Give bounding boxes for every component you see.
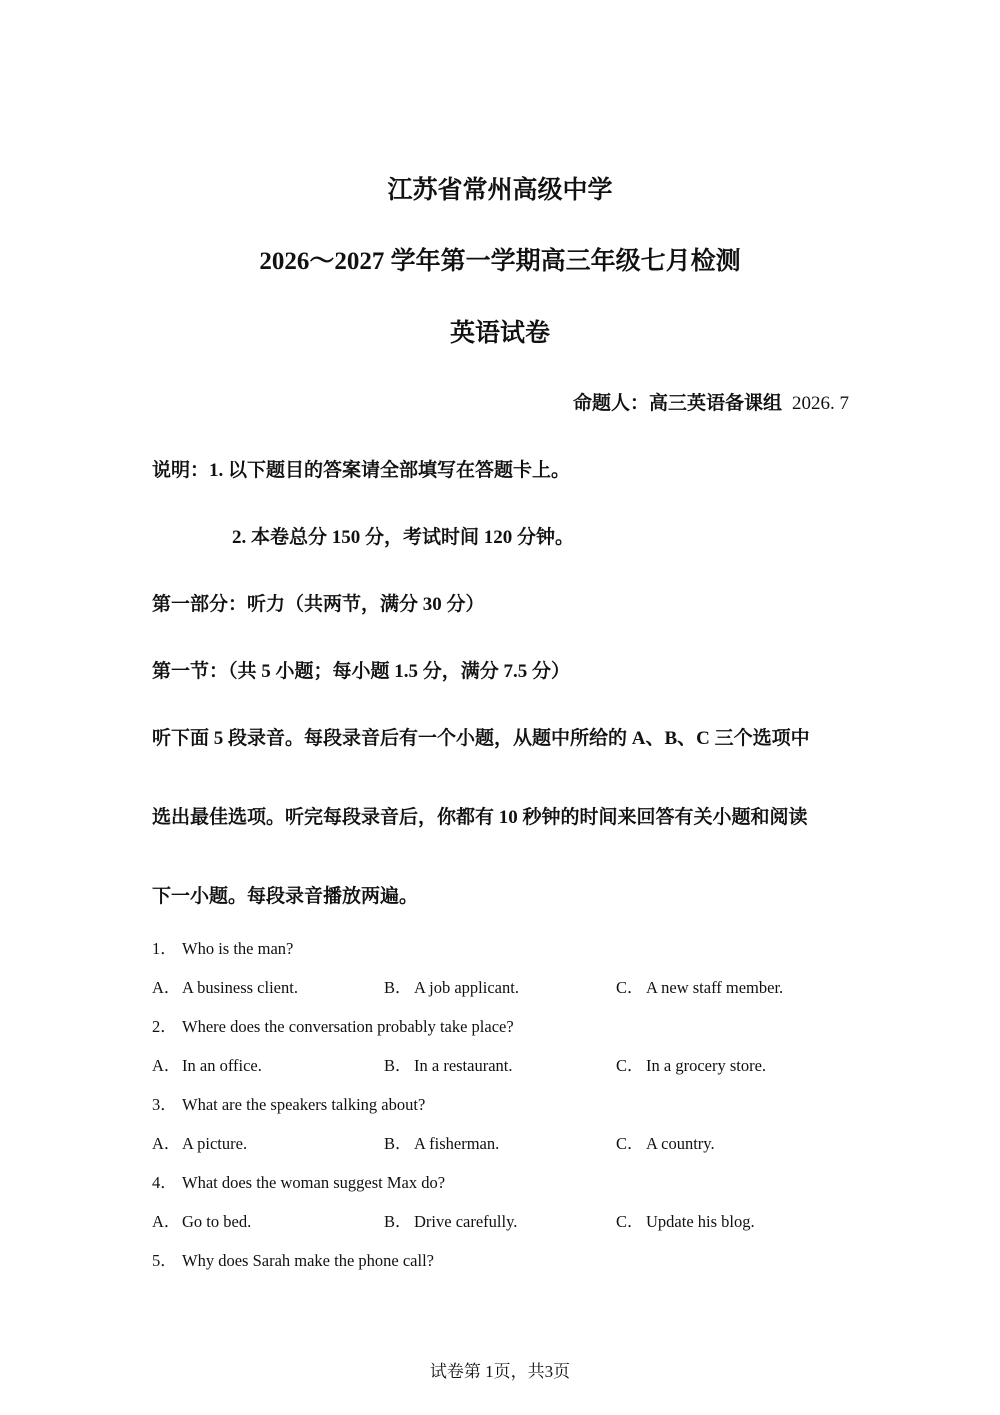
question-number: 2． xyxy=(152,1017,177,1036)
directions-line-2: 选出最佳选项。听完每段录音后，你都有 10 秒钟的时间来回答有关小题和阅读 xyxy=(152,807,808,828)
option-b xyxy=(384,1208,517,1232)
option-text: A job applicant. xyxy=(414,978,519,997)
option-text: Update his blog. xyxy=(646,1212,755,1231)
question-number: 1． xyxy=(152,939,177,958)
question-number: 4． xyxy=(152,1173,177,1192)
option-text: In an office. xyxy=(182,1056,262,1075)
question-3 xyxy=(152,1091,425,1115)
question-1 xyxy=(152,935,293,959)
directions-line-3: 下一小题。每段录音播放两遍。 xyxy=(152,886,419,907)
option-letter: B． xyxy=(384,978,412,997)
option-text: A fisherman. xyxy=(414,1134,500,1153)
option-text: Drive carefully. xyxy=(414,1212,518,1231)
question-4 xyxy=(152,1169,445,1193)
option-letter: B． xyxy=(384,1056,412,1075)
question-text: What are the speakers talking about? xyxy=(182,1095,426,1114)
option-letter: C． xyxy=(616,1056,644,1075)
instruction-line-2: 2. 本卷总分 150 分，考试时间 120 分钟。 xyxy=(232,527,575,548)
option-text: A country. xyxy=(646,1134,715,1153)
school-title: 江苏省常州高级中学 xyxy=(387,177,613,204)
option-text: A picture. xyxy=(182,1134,248,1153)
subject-title: 英语试卷 xyxy=(449,320,550,347)
directions-line-1: 听下面 5 段录音。每段录音后有一个小题，从题中所给的 A、B、C 三个选项中 xyxy=(152,728,810,749)
question-5 xyxy=(152,1247,434,1271)
option-letter: B． xyxy=(384,1134,412,1153)
option-letter: B． xyxy=(384,1212,412,1231)
option-text: A new staff member. xyxy=(646,978,784,997)
option-c xyxy=(616,974,783,998)
question-text: What does the woman suggest Max do? xyxy=(182,1173,446,1192)
term-title: 2026～2027 学年第一学期高三年级七月检测 xyxy=(259,248,741,275)
option-c xyxy=(616,1052,766,1076)
page-footer: 试卷第 1页，共3页 xyxy=(429,1362,571,1381)
option-c xyxy=(616,1208,755,1232)
option-letter: C． xyxy=(616,1212,644,1231)
option-text: In a grocery store. xyxy=(646,1056,767,1075)
option-a xyxy=(152,974,298,998)
instruction-line-1: 说明：1. 以下题目的答案请全部填写在答题卡上。 xyxy=(152,460,571,481)
question-2 xyxy=(152,1013,514,1037)
question-text: Who is the man? xyxy=(182,939,294,958)
question-text: Where does the conversation probably take place? xyxy=(182,1017,514,1036)
option-letter: A． xyxy=(152,978,181,997)
option-c xyxy=(616,1130,715,1154)
option-letter: A． xyxy=(152,1056,181,1075)
option-letter: A． xyxy=(152,1212,181,1231)
exam-date: 2026. 7 xyxy=(792,393,849,414)
option-text: Go to bed. xyxy=(182,1212,252,1231)
author-label: 命题人：高三英语备课组 xyxy=(572,393,782,414)
option-a xyxy=(152,1052,262,1076)
section1-title: 第一节：（共 5 小题；每小题 1.5 分，满分 7.5 分） xyxy=(152,661,571,682)
option-text: In a restaurant. xyxy=(414,1056,513,1075)
option-text: A business client. xyxy=(182,978,298,997)
option-letter: A． xyxy=(152,1134,181,1153)
question-number: 5． xyxy=(152,1251,177,1270)
author-line xyxy=(573,388,849,415)
option-letter: C． xyxy=(616,1134,644,1153)
option-a xyxy=(152,1208,251,1232)
part1-title: 第一部分：听力（共两节，满分 30 分） xyxy=(152,594,485,615)
option-b xyxy=(384,1052,513,1076)
option-a xyxy=(152,1130,247,1154)
option-b xyxy=(384,1130,499,1154)
option-letter: C． xyxy=(616,978,644,997)
question-number: 3． xyxy=(152,1095,177,1114)
option-b xyxy=(384,974,519,998)
question-text: Why does Sarah make the phone call? xyxy=(182,1251,434,1270)
